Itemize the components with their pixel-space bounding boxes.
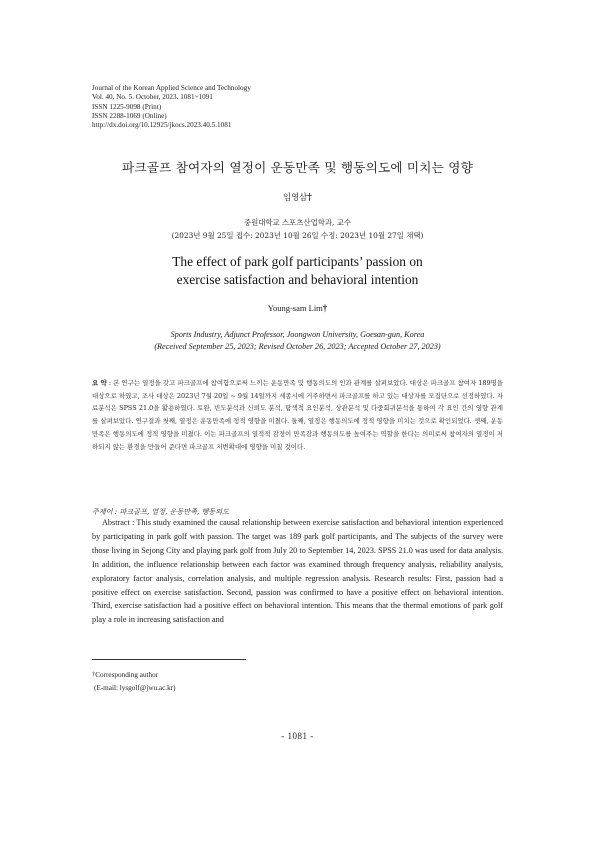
footnote-corresponding: [92, 669, 342, 682]
footnote: [92, 669, 342, 695]
title-korean: 파크골프 참여자의 열정이 운동만족 및 행동의도에 미치는 영향: [122, 160, 473, 175]
footnote-email: (E-mail: lysgolf@jwu.ac.kr): [94, 683, 176, 692]
affiliation-english: Sports Industry, Adjunct Professor, Joongwon University, Goesan-gun, Korea: [170, 330, 425, 339]
affiliation-english-block: [60, 329, 535, 354]
abstract-english: Abstract : This study examined the causal relationship between exercise satisfaction and behavioral intention experienced by participating in park golf with passion. The target was 189 park golf participants, and The subjects of the survey were those living in Sejong City and playing park golf from July 20 to September 14, 2023. SPSS 21.0 was used for data analysis. In addition, the influence relationship between each factor was examined through frequency analysis, reliability analysis, exploratory factor analysis, correlation analysis, and multiple regression analysis. Research results: First, passion had a positive effect on exercise satisfaction. Second, passion was confirmed to have a positive effect on behavioral intention. Third, exercise satisfaction had a positive effect on behavioral intention. This means that the thermal emotions of park golf play a role in increasing satisfaction and: [92, 518, 503, 625]
page-number: - 1081 -: [281, 731, 314, 741]
journal-info: [92, 84, 392, 130]
title-english-line1: The effect of park golf participants’ passion on: [172, 254, 423, 269]
footnote-divider: [92, 659, 246, 660]
author-english: [60, 303, 535, 313]
abstract-korean: [92, 377, 503, 453]
journal-name: Journal of the Korean Applied Science and Technology: [92, 84, 251, 92]
author-korean-name: 임영삼: [283, 192, 308, 202]
title-english: [60, 253, 535, 289]
dagger-mark: †: [307, 193, 312, 203]
affiliation-korean-block: [60, 217, 535, 242]
affiliation-korean: 중원대학교 스포츠산업학과, 교수: [243, 218, 351, 227]
journal-issn-online: ISSN 2288-1069 (Online): [92, 111, 167, 120]
abstract-korean-text: : 본 연구는 열정을 갖고 파크골프에 참여함으로써 느끼는 운동만족 및 행동의도의 인과 관계를 살펴보았다. 대상은 파크골프 참여자 189명을 대상으로 하였고, 조사 대상은 2023년 7월 20일 ~ 9월 14일까지 세종시에 거주하면서 파크골프를 하고 있는 대상자를 모집단으로 선정하였다. 자료분석은 SPSS 21.0을 활용하였다. 토완, 빈도분석과 신뢰도 분석, 탐색적 요인분석, 상관분석 및 다중회귀분석을 통하여 각 요인 간의 영향 관계를 살펴보았다. 연구결과 첫째, 열정은 운동만족에 정적 영향을 미쳤다. 둘째, 열정은 행동의도에 정적 영향을 미치는 것으로 확인되었다. 셋째, 운동만족은 행동의도에 정적 영향을 미쳤다. 이는 파크골프의 열적적 감정이 만족감과 행동의도를 높여주는 역할을 한다는 의미로써 참여자의 열정이 저하되지 않는 환경을 만들어 준다면 파크골프 저변확대에 영향을 미칠 것이다.: [92, 379, 503, 451]
author-english-name: Young-sam Lim: [267, 303, 323, 313]
dagger-mark: †: [92, 671, 96, 678]
author-korean: [60, 191, 535, 203]
dates-english: (Received September 25, 2023; Revised October 26, 2023; Accepted October 27, 2023): [154, 342, 441, 352]
journal-volume: Vol. 40, No. 5. October, 2023. 1081~1091: [92, 93, 213, 102]
dagger-mark: †: [322, 303, 328, 313]
footnote-line1: Corresponding author: [95, 671, 159, 679]
journal-doi-link[interactable]: http://dx.doi.org/10.12925/jkocs.2023.40.5.1081: [92, 121, 232, 130]
keywords-korean: 주제어 : 파크골프, 열정, 운동만족, 행동의도: [92, 507, 229, 516]
dates-korean: (2023년 9월 25일 접수: 2023년 10월 26일 수정: 2023년 10월 27일 채택): [171, 230, 424, 240]
journal-issn-print: ISSN 1225-9098 (Print): [92, 102, 162, 111]
title-english-line2: exercise satisfaction and behavioral intention: [176, 272, 419, 287]
abstract-korean-label: 요 약: [92, 379, 107, 387]
